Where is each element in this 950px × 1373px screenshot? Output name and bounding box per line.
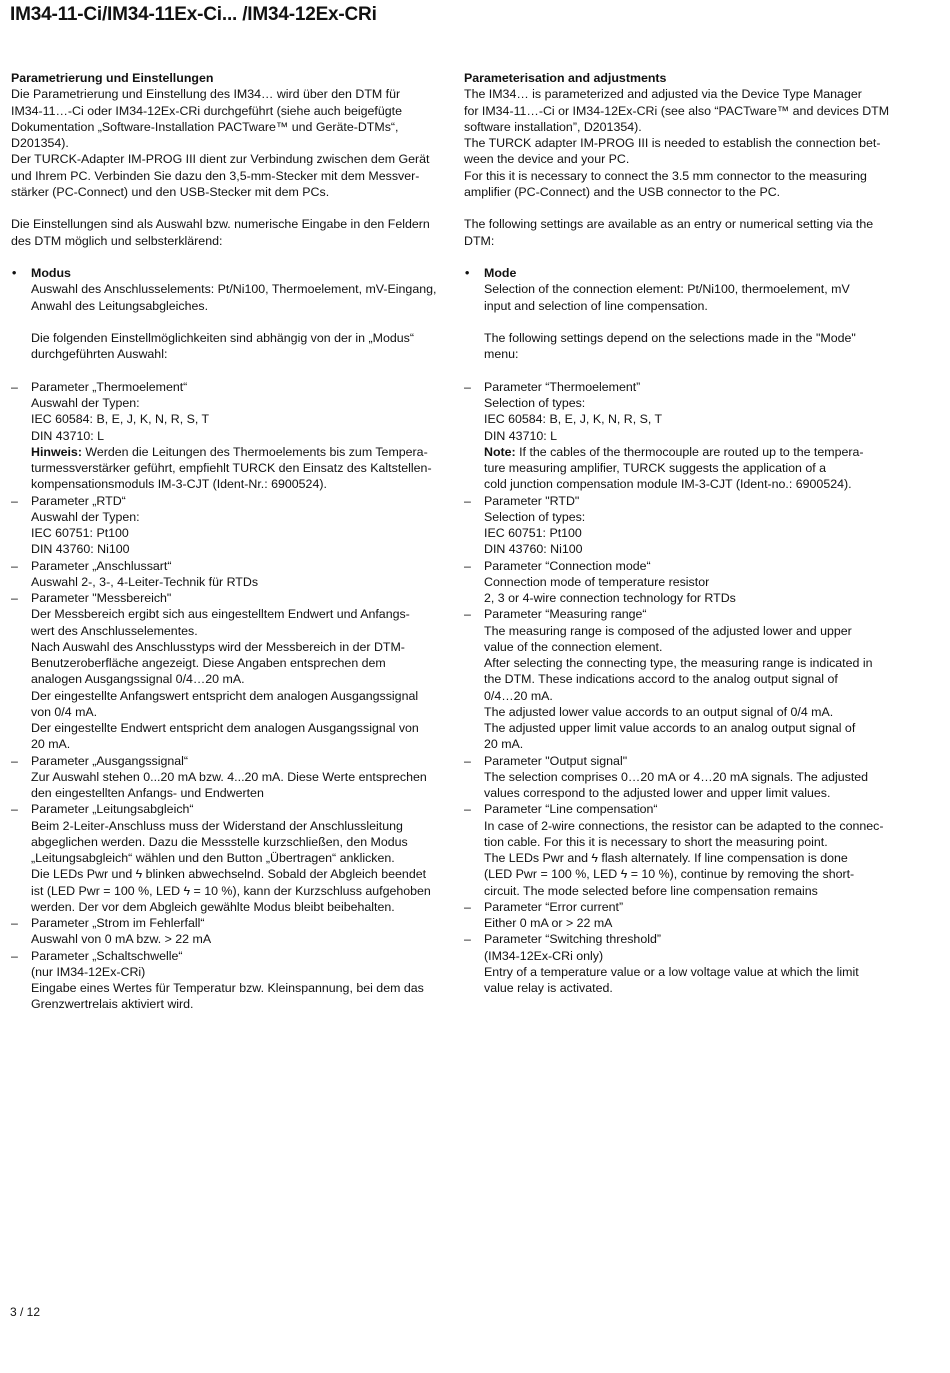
dash-marker: – (11, 493, 18, 508)
text-line: kompensationsmoduls IM-3-CJT (Ident-Nr.: 6900524). (31, 477, 327, 492)
text-line: cold junction compensation module IM-3-CJT (Ident-no.: 6900524). (484, 477, 852, 492)
text-line: For this it is necessary to connect the 3.5 mm connector to the measuring (464, 168, 867, 183)
dash-marker: – (11, 948, 18, 963)
text-line: Dokumentation „Software-Installation PACTware™ und Geräte-DTMs“, (11, 119, 399, 134)
param-rtd (464, 493, 896, 558)
text-line: Selection of the connection element: Pt/Ni100, thermoelement, mV (484, 282, 850, 297)
text-line: IEC 60584: B, E, J, K, N, R, S, T (31, 412, 210, 427)
text-line: value of the connection element. (484, 639, 663, 654)
text-line: (IM34-12Ex-CRi only) (484, 948, 604, 963)
text-line: Eingabe eines Wertes für Temperatur bzw. Kleinspannung, bei dem das (31, 981, 424, 995)
text-line: IEC 60751: Pt100 (484, 526, 582, 540)
text-line: ist (LED Pwr = 100 %, LED ϟ = 10 %), kann der Kurzschluss aufgehoben (31, 883, 431, 898)
english-column (464, 70, 896, 996)
text-line: Parameter „Strom im Fehlerfall“ (31, 916, 205, 930)
param-line-compensation (464, 801, 896, 899)
param-thermoelement (464, 379, 896, 493)
text-line: von 0/4 mA. (31, 704, 98, 719)
text-line: menu: (484, 347, 519, 362)
text-line: Parameter "RTD" (484, 493, 580, 508)
text-line: for IM34-11…-Ci or IM34-12Ex-CRi (see also “PACTware™ and devices DTM (464, 103, 890, 118)
text-line: Der eingestellte Endwert entspricht dem analogen Ausgangssignal von (31, 721, 419, 735)
note-label: Hinweis: (31, 444, 82, 459)
text-line: Parameter “Measuring range“ (484, 607, 647, 622)
text-line: Parameter „Anschlussart“ (31, 558, 172, 573)
intro-paragraph (11, 86, 443, 200)
text-line: 20 mA. (31, 737, 71, 752)
note-text: If the cables of the thermocouple are routed up to the tempera- (515, 444, 864, 459)
section-title: Parametrierung und Einstellungen (11, 71, 214, 85)
document-title: IM34-11-Ci/IM34-11Ex-Ci... /IM34-12Ex-CRi (10, 4, 377, 25)
param-measuring-range (464, 606, 896, 752)
text-line: „Leitungsabgleich“ wählen und den Button „Übertragen“ anklicken. (31, 851, 395, 865)
text-line: Parameter „Schaltschwelle“ (31, 948, 183, 963)
text-line: (LED Pwr = 100 %, LED ϟ = 10 %), continue by removing the short- (484, 867, 855, 882)
text-line: tion cable. For this it is necessary to short the measuring point. (484, 834, 828, 849)
text-line: Die Einstellungen sind als Auswahl bzw. numerische Eingabe in den Feldern (11, 217, 430, 232)
text-line: und Ihrem PC. Verbinden Sie dazu den 3,5-mm-Stecker mit dem Messver- (11, 168, 420, 183)
text-line: Parameter “Thermoelement” (484, 379, 641, 394)
text-line: (nur IM34-12Ex-CRi) (31, 964, 146, 979)
dash-marker: – (464, 753, 471, 768)
text-line: Parameter “Connection mode“ (484, 558, 651, 573)
text-line: Benutzeroberfläche angezeigt. Diese Angaben entsprechen dem (31, 656, 386, 670)
text-line: In case of 2-wire connections, the resistor can be adapted to the connec- (484, 818, 884, 833)
text-line: DTM: (464, 233, 495, 248)
dash-marker: – (11, 558, 18, 573)
text-line: Parameter “Line compensation“ (484, 802, 658, 817)
text-line: Entry of a temperature value or a low voltage value at which the limit (484, 964, 859, 979)
dash-marker: – (11, 916, 18, 930)
text-line: IEC 60751: Pt100 (31, 526, 129, 540)
text-line: turmessverstärker geführt, empfiehlt TURCK den Einsatz des Kaltstellen- (31, 461, 432, 475)
text-line: DIN 43710: L (484, 428, 558, 443)
dash-marker: – (464, 932, 471, 947)
param-output-signal (11, 753, 443, 802)
param-error-current (464, 899, 896, 932)
text-line: Beim 2-Leiter-Anschluss muss der Widerstand der Anschlussleitung (31, 818, 403, 833)
dash-marker: – (11, 753, 18, 768)
text-line: Anwahl des Leitungsabgleiches. (31, 298, 209, 313)
text-line: Der TURCK-Adapter IM-PROG III dient zur Verbindung zwischen dem Gerät (11, 152, 430, 167)
mode-title: Modus (31, 266, 71, 280)
text-line: Parameter „Thermoelement“ (31, 379, 188, 394)
text-line: The following settings depend on the selections made in the "Mode" (484, 331, 856, 345)
text-line: DIN 43760: Ni100 (31, 542, 130, 557)
text-line: Die Parametrierung und Einstellung des IM34… wird über den DTM für (11, 87, 401, 102)
param-connection-mode (464, 558, 896, 607)
param-thermoelement (11, 379, 443, 493)
text-line: The following settings are available as an entry or numerical setting via the (464, 217, 874, 232)
note-line (31, 444, 443, 460)
text-line: Parameter „Ausgangssignal“ (31, 753, 189, 768)
text-line: ture measuring amplifier, TURCK suggests the application of a (484, 461, 827, 475)
text-line: After selecting the connecting type, the measuring range is indicated in (484, 656, 873, 670)
text-line: 0/4…20 mA. (484, 688, 553, 703)
mode-bullet-item (11, 265, 443, 363)
text-line: Auswahl 2-, 3-, 4-Leiter-Technik für RTDs (31, 574, 259, 589)
text-line: Auswahl von 0 mA bzw. > 22 mA (31, 932, 212, 947)
mode-title: Mode (484, 266, 517, 280)
text-line: 20 mA. (484, 737, 524, 752)
param-rtd (11, 493, 443, 558)
text-line: values correspond to the adjusted lower and upper limit values. (484, 786, 831, 800)
text-line: IM34-11…-Ci oder IM34-12Ex-CRi durchgeführt (siehe auch beigefügte (11, 103, 402, 118)
text-line: durchgeführten Auswahl: (31, 347, 168, 362)
text-line: Nach Auswahl des Anschlusstyps wird der Messbereich in der DTM- (31, 639, 405, 654)
text-line: Die folgenden Einstellmöglichkeiten sind abhängig von der in „Modus“ (31, 331, 414, 345)
param-line-compensation (11, 801, 443, 915)
note-label: Note: (484, 444, 516, 459)
text-line: software installation”, D201354). (464, 119, 642, 134)
text-line: Zur Auswahl stehen 0...20 mA bzw. 4...20 mA. Diese Werte entsprechen (31, 769, 427, 784)
text-line: The selection comprises 0…20 mA or 4…20 mA signals. The adjusted (484, 769, 869, 784)
text-line: analogen Ausgangssignal 0/4…20 mA. (31, 672, 245, 687)
text-line: Auswahl der Typen: (31, 396, 140, 410)
text-line: The adjusted upper limit value accords to an analog output signal of (484, 721, 856, 735)
text-line: Parameter “Error current” (484, 899, 624, 914)
text-line: Parameter "Output signal" (484, 753, 628, 768)
text-line: 2, 3 or 4-wire connection technology for RTDs (484, 591, 736, 605)
dash-marker: – (464, 379, 471, 394)
bullet-marker: • (12, 266, 17, 280)
bullet-marker: • (465, 266, 470, 280)
dash-marker: – (11, 591, 18, 605)
text-line: The measuring range is composed of the adjusted lower and upper (484, 623, 852, 638)
text-line: input and selection of line compensation. (484, 298, 708, 313)
text-line: Auswahl der Typen: (31, 509, 140, 524)
text-line: Parameter "Messbereich" (31, 591, 172, 605)
text-line: DIN 43710: L (31, 428, 105, 443)
text-line: Auswahl des Anschlusselements: Pt/Ni100, Thermoelement, mV-Eingang, (31, 282, 437, 297)
settings-intro (464, 216, 896, 249)
dash-marker: – (464, 493, 471, 508)
text-line: des DTM möglich und selbsterklärend: (11, 233, 223, 248)
text-line: stärker (PC-Connect) und den USB-Stecker mit dem PCs. (11, 184, 330, 199)
mode-bullet-item (464, 265, 896, 363)
dash-marker: – (464, 607, 471, 622)
text-line: The adjusted lower value accords to an output signal of 0/4 mA. (484, 704, 834, 719)
text-line: Selection of types: (484, 509, 586, 524)
text-line: Either 0 mA or > 22 mA (484, 916, 613, 930)
param-error-current (11, 915, 443, 948)
text-line: Der eingestellte Anfangswert entspricht dem analogen Ausgangssignal (31, 688, 419, 703)
settings-intro (11, 216, 443, 249)
text-line: The LEDs Pwr and ϟ flash alternately. If line compensation is done (484, 851, 848, 865)
text-line: abgeglichen werden. Dazu die Messstelle kurzschließen, den Modus (31, 834, 408, 849)
text-line: The IM34… is parameterized and adjusted via the Device Type Manager (464, 87, 862, 102)
text-line: Selection of types: (484, 396, 586, 410)
note-line (484, 444, 896, 460)
dash-marker: – (464, 802, 471, 817)
text-line: IEC 60584: B, E, J, K, N, R, S, T (484, 412, 663, 427)
param-switching-threshold (464, 931, 896, 996)
text-line: Parameter „Leitungsabgleich“ (31, 802, 194, 817)
text-line: Der Messbereich ergibt sich aus eingestelltem Endwert und Anfangs- (31, 607, 410, 622)
text-line: The TURCK adapter IM-PROG III is needed to establish the connection bet- (464, 136, 881, 150)
text-line: amplifier (PC-Connect) and the USB connector to the PC. (464, 184, 781, 199)
text-line: Parameter “Switching threshold” (484, 932, 661, 947)
german-column (11, 70, 443, 1013)
note-text: Werden die Leitungen des Thermoelements bis zum Tempera- (81, 444, 428, 459)
page-number: 3 / 12 (10, 1305, 41, 1319)
param-switching-threshold (11, 948, 443, 1013)
text-line: the DTM. These indications accord to the analog output signal of (484, 672, 838, 687)
param-connection-mode (11, 558, 443, 591)
param-output-signal (464, 753, 896, 802)
text-line: wert des Anschlusselementes. (31, 623, 198, 638)
text-line: circuit. The mode selected before line compensation remains (484, 883, 818, 898)
param-measuring-range (11, 590, 443, 753)
text-line: Die LEDs Pwr und ϟ blinken abwechselnd. Sobald der Abgleich beendet (31, 867, 427, 882)
text-line: Grenzwertrelais aktiviert wird. (31, 997, 194, 1012)
dash-marker: – (11, 802, 18, 817)
text-line: D201354). (11, 136, 69, 150)
dash-marker: – (464, 558, 471, 573)
text-line: den eingestellten Anfangs- und Endwerten (31, 786, 264, 800)
text-line: Parameter „RTD“ (31, 493, 126, 508)
section-title: Parameterisation and adjustments (464, 71, 667, 85)
dash-marker: – (464, 899, 471, 914)
text-line: DIN 43760: Ni100 (484, 542, 583, 557)
text-line: ween the device and your PC. (464, 152, 630, 167)
text-line: value relay is activated. (484, 981, 613, 995)
text-line: werden. Der vor dem Abgleich gewählte Modus bleibt beibehalten. (31, 899, 395, 914)
dash-marker: – (11, 379, 18, 394)
text-line: Connection mode of temperature resistor (484, 574, 710, 589)
intro-paragraph (464, 86, 896, 200)
